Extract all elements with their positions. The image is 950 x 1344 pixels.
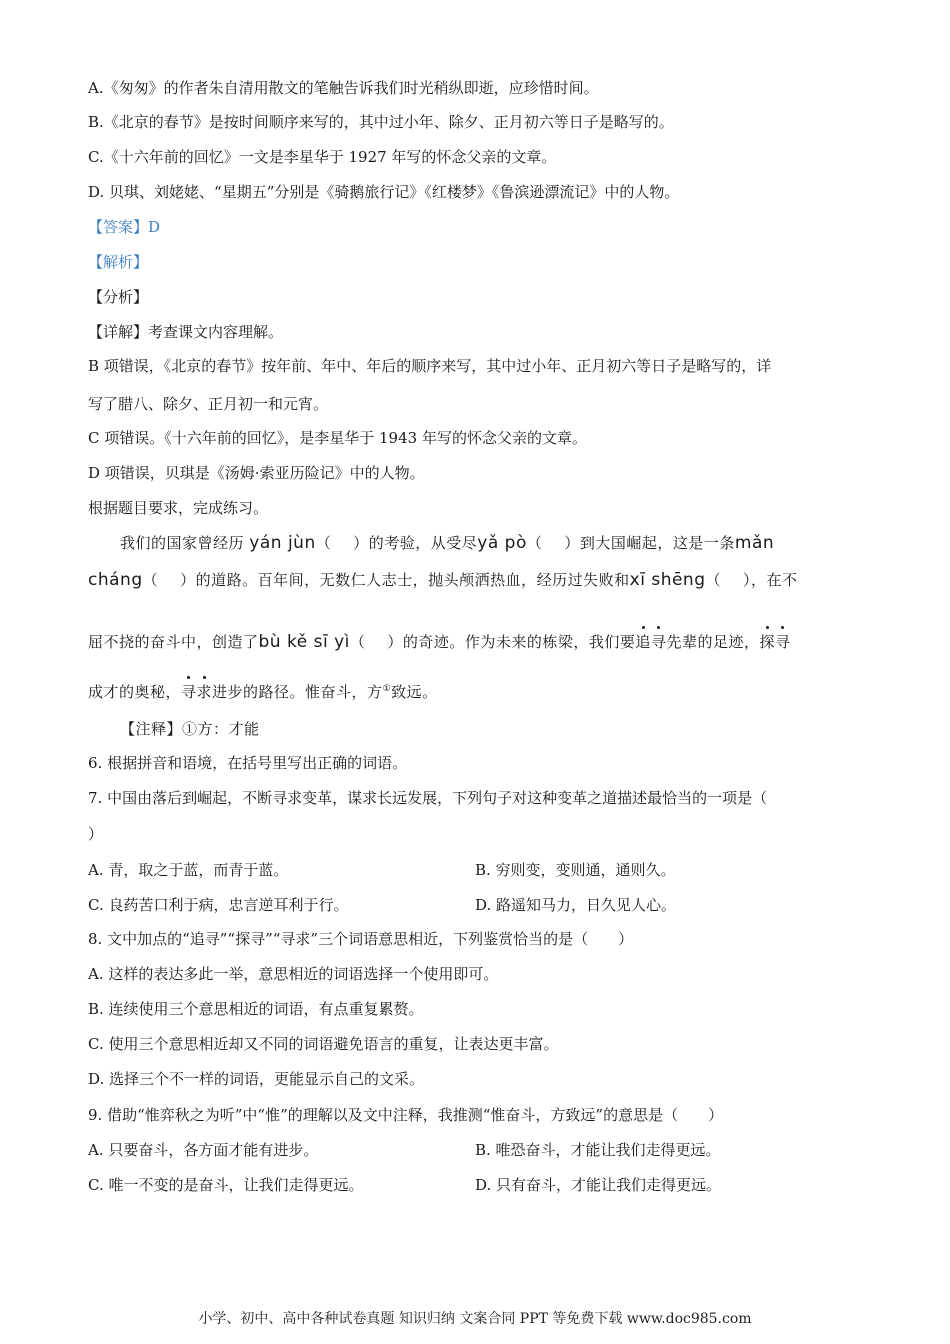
pinyin-xisheng: xī shēng xyxy=(629,570,706,590)
q6-stem: 6. 根据拼音和语境，在括号里写出正确的词语。 xyxy=(88,754,408,772)
q5-option-c: C.《十六年前的回忆》一文是李星华于 1927 年写的怀念父亲的文章。 xyxy=(88,148,557,166)
blank-open: （ xyxy=(526,534,543,552)
passage-text: 屈不挠的奋斗中，创造了 xyxy=(88,633,259,651)
dotted-char: 寻 xyxy=(774,633,791,651)
passage-text: ，在不 xyxy=(751,571,798,589)
blank-open: （ xyxy=(315,534,332,552)
passage-line-4 xyxy=(88,682,438,702)
passage-line-3 xyxy=(88,632,790,652)
q9-stem: 9. 借助“惟弈秋之为听”中“惟”的理解以及文中注释，我推测“惟奋斗，方致远”的意思是（ ） xyxy=(88,1106,724,1124)
pinyin-yapo: yǎ pò xyxy=(477,533,527,553)
analysis-b-line1: B 项错误，《北京的春节》按年前、年中、年后的顺序来写，其中过小年、正月初六等日子是略写的，详 xyxy=(88,357,772,375)
passage-text: 先辈的足迹， xyxy=(666,633,760,651)
q7-stem-end: ） xyxy=(88,825,104,843)
passage-text: 到大国崛起，这是一条 xyxy=(579,534,735,552)
q8-stem: 8. 文中加点的“追寻”“探寻”“寻求”三个词语意思相近，下列鉴赏恰当的是（ ） xyxy=(88,930,634,948)
pinyin-man: mǎn xyxy=(734,533,775,553)
blank-close: ） xyxy=(353,534,369,552)
passage-text: 进步的路径。惟奋斗，方 xyxy=(212,683,383,701)
q9-option-c: C. 唯一不变的是奋斗，让我们走得更远。 xyxy=(88,1176,364,1194)
dotted-char: 寻 xyxy=(650,633,667,651)
detail-text: 考查课文内容理解。 xyxy=(148,323,284,341)
passage-note: 【注释】①方：才能 xyxy=(120,720,260,738)
passage-text: 的奇迹。作为未来的栋梁，我们要 xyxy=(402,633,636,651)
answer-value: D xyxy=(148,218,161,236)
blank-open: （ xyxy=(142,571,159,589)
answer-label: 【答案】 xyxy=(88,218,149,236)
blank-close: ） xyxy=(387,633,403,651)
q7-option-c: C. 良药苦口利于病，忠言逆耳利于行。 xyxy=(88,896,349,914)
q8-option-b: B. 连续使用三个意思相近的词语，有点重复累赘。 xyxy=(88,1000,424,1018)
blank-close: ） xyxy=(743,571,752,589)
instruction: 根据题目要求，完成练习。 xyxy=(88,499,269,517)
blank-open: （ xyxy=(705,571,722,589)
passage-line-2 xyxy=(88,570,798,590)
passage-text: 致远。 xyxy=(391,683,438,701)
q9-option-a: A. 只要奋斗，各方面才能有进步。 xyxy=(88,1141,319,1159)
passage-text: 的考验，从受尽 xyxy=(368,534,478,552)
detail-line xyxy=(88,322,283,342)
q9-option-d: D. 只有奋斗，才能让我们走得更远。 xyxy=(475,1176,722,1194)
passage-text: 成才的奥秘， xyxy=(88,683,182,701)
pinyin-yanjun: yán jùn xyxy=(249,533,316,553)
page-footer: 小学、初中、高中各种试卷真题 知识归纳 文案合同 PPT 等免费下载 www.doc985.com xyxy=(198,1311,752,1327)
q9-option-b: B. 唯恐奋斗，才能让我们走得更远。 xyxy=(475,1141,721,1159)
q8-option-d: D. 选择三个不一样的词语，更能显示自己的文采。 xyxy=(88,1070,425,1088)
fenxi-label: 【分析】 xyxy=(88,288,149,306)
footnote-mark: ① xyxy=(382,684,392,694)
passage-text: 我们的国家曾经历 xyxy=(120,534,245,552)
q7-stem: 7. 中国由落后到崛起，不断寻求变革，谋求长远发展，下列句子对这种变革之道描述最恰当的一项是（ xyxy=(88,789,768,807)
q5-option-d: D. 贝琪、刘姥姥、“星期五”分别是《骑鹅旅行记》《红楼梦》《鲁滨逊漂流记》中的人物。 xyxy=(88,183,680,201)
q5-option-b: B.《北京的春节》是按时间顺序来写的，其中过小年、除夕、正月初六等日子是略写的。 xyxy=(88,113,674,131)
pinyin-bukesiyi: bù kě sī yì xyxy=(258,632,350,652)
pinyin-chang: cháng xyxy=(88,570,143,590)
passage-text: 的道路。百年间，无数仁人志士，抛头颅洒热血，经历过失败和 xyxy=(195,571,630,589)
analysis-c: C 项错误。《十六年前的回忆》，是李星华于 1943 年写的怀念父亲的文章。 xyxy=(88,429,587,447)
blank-open: （ xyxy=(349,633,366,651)
q7-option-d: D. 路遥知马力，日久见人心。 xyxy=(475,896,677,914)
q7-option-a: A. 青，取之于蓝，而青于蓝。 xyxy=(88,861,289,879)
dotted-char: 寻 xyxy=(181,683,197,701)
answer-line xyxy=(88,217,160,237)
blank-close: ） xyxy=(564,534,580,552)
dotted-char: 求 xyxy=(196,683,213,701)
analysis-b-line2: 写了腊八、除夕、正月初一和元宵。 xyxy=(88,395,329,413)
analysis-d: D 项错误，贝琪是《汤姆·索亚历险记》中的人物。 xyxy=(88,464,425,482)
q8-option-c: C. 使用三个意思相近却又不同的词语避免语言的重复，让表达更丰富。 xyxy=(88,1035,559,1053)
dotted-char: 追 xyxy=(635,633,651,651)
dotted-char: 探 xyxy=(759,633,775,651)
passage-line-1 xyxy=(120,533,774,553)
q5-option-a: A.《匆匆》的作者朱自清用散文的笔触告诉我们时光稍纵即逝，应珍惜时间。 xyxy=(88,79,599,97)
blank-close: ） xyxy=(180,571,196,589)
jiexi-label: 【解析】 xyxy=(88,253,149,271)
q7-option-b: B. 穷则变，变则通，通则久。 xyxy=(475,861,676,879)
detail-label: 【详解】 xyxy=(88,323,149,341)
q8-option-a: A. 这样的表达多此一举，意思相近的词语选择一个使用即可。 xyxy=(88,965,499,983)
